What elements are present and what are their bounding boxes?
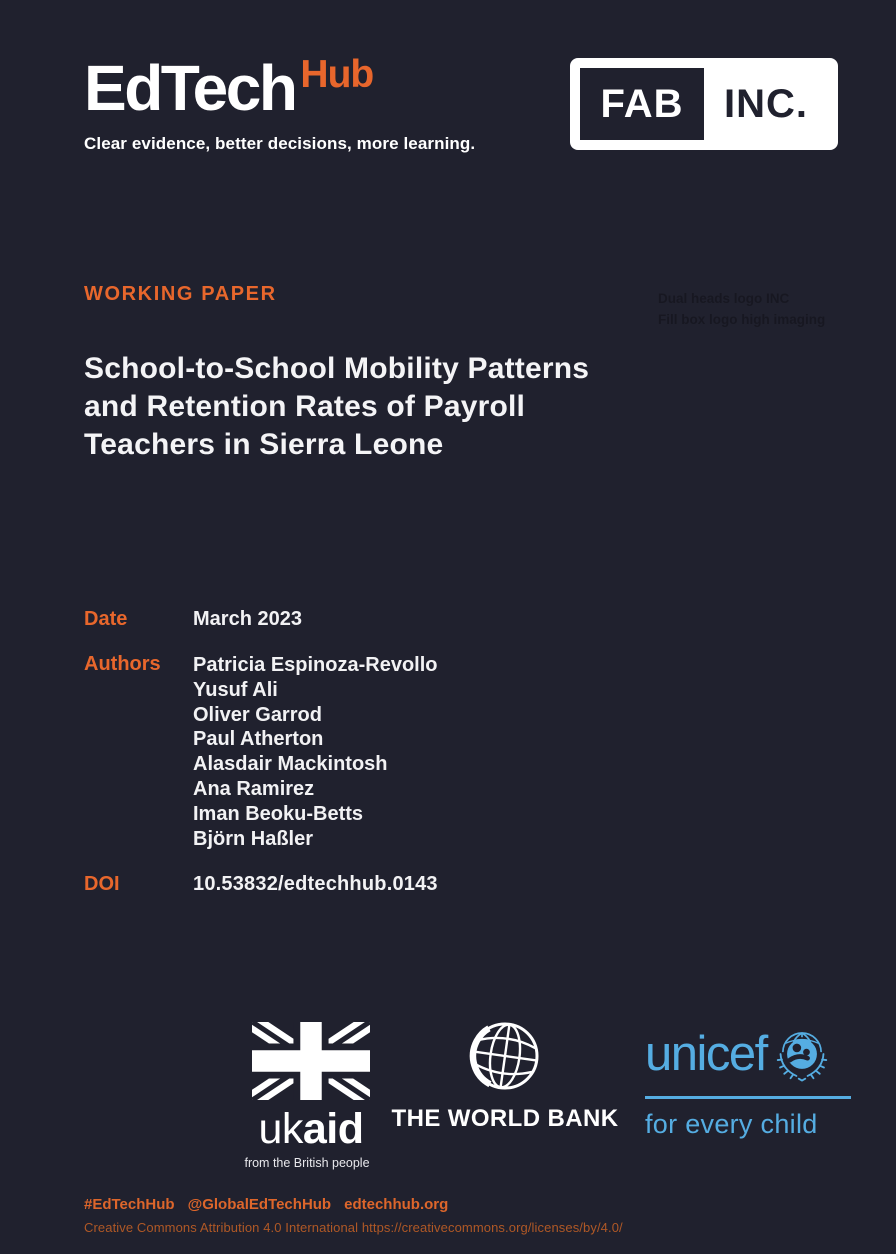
faint-ghost-text <box>658 288 873 330</box>
author-name: Paul Atherton <box>193 728 324 751</box>
paper-title-line: and Retention Rates of Payroll <box>84 390 526 423</box>
paper-title-line: School-to-School Mobility Patterns <box>84 352 590 385</box>
worldbank-wordmark: THE WORLD BANK <box>391 1105 619 1132</box>
fab-inc-logo-fab: FAB <box>580 68 704 140</box>
faint-ghost-text-line1: Dual heads logo INC <box>658 291 790 306</box>
authors-row <box>84 653 684 851</box>
author-name: Oliver Garrod <box>193 703 322 726</box>
ukaid-tagline: from the British people <box>244 1156 370 1170</box>
author-name: Patricia Espinoza-Revollo <box>193 654 438 676</box>
paper-title-line: Teachers in Sierra Leone <box>84 428 444 461</box>
authors-list <box>193 653 438 851</box>
date-value: March 2023 <box>193 608 302 630</box>
author-name: Iman Beoku-Betts <box>193 802 364 825</box>
ukaid-wordmark-uk: uk <box>258 1105 303 1153</box>
edtechhub-tagline: Clear evidence, better decisions, more learning. <box>84 134 476 153</box>
faint-ghost-text-line2: Fill box logo high imaging <box>658 312 826 327</box>
author-name: Björn Haßler <box>193 827 314 850</box>
author-name: Ana Ramirez <box>193 777 315 800</box>
unicef-emblem-icon <box>774 1026 830 1082</box>
doi-value[interactable]: 10.53832/edtechhub.0143 <box>193 873 438 896</box>
authors-label: Authors <box>84 653 161 675</box>
author-name: Yusuf Ali <box>193 678 278 701</box>
footer-social-handle: @GlobalEdTechHub <box>187 1196 332 1213</box>
date-label: Date <box>84 608 128 630</box>
ukaid-wordmark-aid: aid <box>302 1105 364 1153</box>
footer-license-link[interactable]: Creative Commons Attribution 4.0 International https://creativecommons.org/licenses/by/4.0/ <box>84 1220 623 1235</box>
footer-website-link[interactable]: edtechhub.org <box>344 1196 449 1213</box>
date-row <box>84 608 684 631</box>
worldbank-logo <box>385 1018 625 1133</box>
footer <box>84 1196 623 1235</box>
unicef-divider <box>645 1096 851 1099</box>
fab-inc-logo <box>570 58 838 150</box>
worldbank-globe-icon <box>467 1018 543 1094</box>
footer-hashtag: #EdTechHub <box>84 1196 175 1213</box>
unicef-wordmark: unicef <box>645 1026 767 1081</box>
edtechhub-logo-hub: Hub <box>300 53 374 96</box>
fab-inc-logo-inc: INC. <box>724 81 808 126</box>
union-jack-icon <box>252 1022 370 1100</box>
edtechhub-logo-wordmark: EdTech <box>84 52 296 124</box>
paper-title <box>84 350 804 464</box>
meta-block <box>84 608 684 918</box>
unicef-tagline: for every child <box>645 1109 818 1139</box>
doi-label: DOI <box>84 873 120 896</box>
ukaid-wordmark <box>251 1105 371 1153</box>
doi-row <box>84 873 684 896</box>
working-paper-kicker: WORKING PAPER <box>84 283 277 305</box>
edtechhub-logo <box>84 52 476 154</box>
author-name: Alasdair Mackintosh <box>193 753 388 776</box>
unicef-logo <box>645 1026 851 1140</box>
ukaid-logo <box>244 1022 371 1170</box>
